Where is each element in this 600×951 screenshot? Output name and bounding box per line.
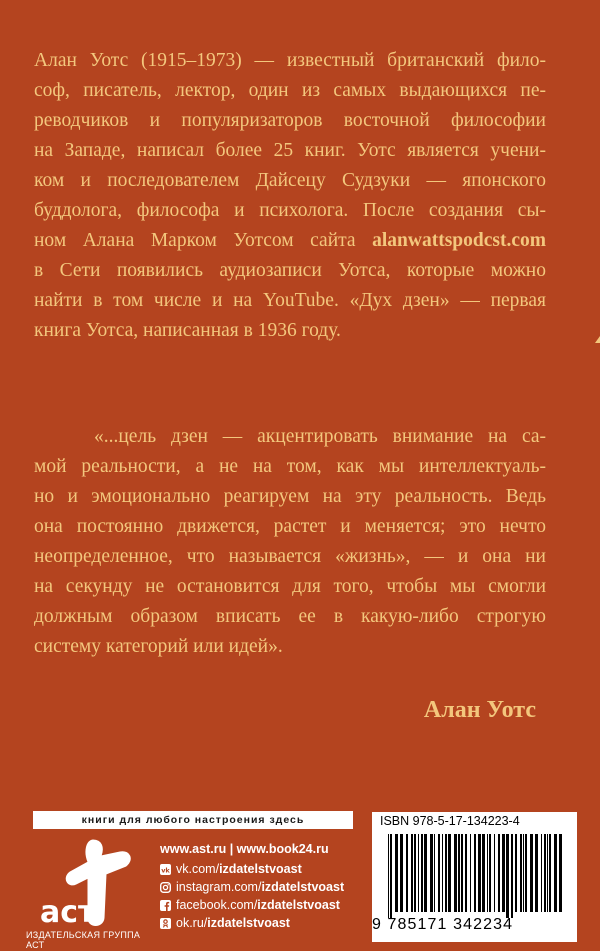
social-handle: izdatelstvoast: [219, 862, 302, 876]
website-links[interactable]: www.ast.ru | www.book24.ru: [160, 842, 329, 856]
logo-text: аст: [40, 895, 96, 930]
quote-line: должным образом вписать ее в какую-либо строгую: [34, 606, 546, 627]
barcode-digits: 9 785171 342234: [372, 916, 514, 933]
ast-logo-icon: [38, 838, 138, 930]
quote-line: мой реальности, а не на том, как мы интеллектуаль-: [34, 456, 546, 477]
facebook-icon: [160, 900, 171, 911]
social-handle: izdatelstvoast: [257, 898, 340, 912]
tagline-banner: книги для любого настроения здесь: [33, 811, 353, 829]
bio-line: ном Алана Марком Уотсом сайта: [34, 230, 356, 251]
vk-icon: [160, 864, 171, 875]
quote-block: [34, 422, 546, 662]
bio-line: реводчиков и популяризаторов восточной философии: [34, 110, 546, 131]
quote-line: но и эмоционально реагируем на эту реальность. Ведь: [34, 486, 546, 507]
bio-line: найти в том числе и на YouTube. «Дух дзен» — первая: [34, 290, 546, 311]
social-link-ok[interactable]: [160, 914, 360, 932]
bio-line-website: [34, 226, 546, 256]
social-prefix: instagram.com/: [176, 880, 262, 894]
bio-line: книга Уотса, написанная в 1936 году.: [34, 320, 341, 341]
bio-line: буддолога, философа и психолога. После создания сы-: [34, 200, 546, 221]
barcode-icon: [382, 834, 567, 918]
bio-line: Алан Уотс (1915–1973) — известный британский фило-: [34, 50, 546, 71]
instagram-icon: [160, 882, 171, 893]
edge-mark: [594, 336, 600, 344]
social-prefix: vk.com/: [176, 862, 220, 876]
quote-line: систему категорий или идей».: [34, 636, 283, 657]
social-prefix: facebook.com/: [176, 898, 258, 912]
bio-line: ком и последователем Дайсецу Судзуки — японского: [34, 170, 546, 191]
social-link-facebook[interactable]: [160, 896, 360, 914]
bio-line: в Сети появились аудиозаписи Уотса, которые можно: [34, 260, 546, 281]
isbn-number: ISBN 978-5-17-134223-4: [380, 814, 520, 828]
bio-line: на Западе, написал более 25 книг. Уотс является учени-: [34, 140, 546, 161]
quote-line: на секунду не остановится для того, чтобы мы смогли: [34, 576, 546, 597]
isbn-barcode-block: [372, 812, 577, 942]
svg-text:vk: vk: [161, 865, 170, 874]
quote-line: «...цель дзен — акцентировать внимание на са-: [94, 426, 546, 447]
publisher-caption: ИЗДАТЕЛЬСКАЯ ГРУППА АСТ: [26, 930, 141, 950]
publisher-logo: [24, 838, 144, 950]
website-link[interactable]: alanwattspodcst.com: [372, 230, 547, 251]
quote-line: она постоянно движется, растет и меняется; это нечто: [34, 516, 546, 537]
quote-author: Алан Уотс: [423, 697, 536, 723]
publisher-links: [160, 840, 360, 932]
author-bio: [34, 46, 546, 346]
social-handle: izdatelstvoast: [207, 916, 290, 930]
social-link-vk[interactable]: [160, 860, 360, 878]
social-prefix: ok.ru/: [176, 916, 208, 930]
bio-line: соф, писатель, лектор, один из самых выдающихся пе-: [34, 80, 546, 101]
social-link-instagram[interactable]: [160, 878, 360, 896]
quote-line: неопределенное, что называется «жизнь», — и она ни: [34, 546, 546, 567]
social-handle: izdatelstvoast: [261, 880, 345, 894]
odnoklassniki-icon: [160, 918, 171, 929]
